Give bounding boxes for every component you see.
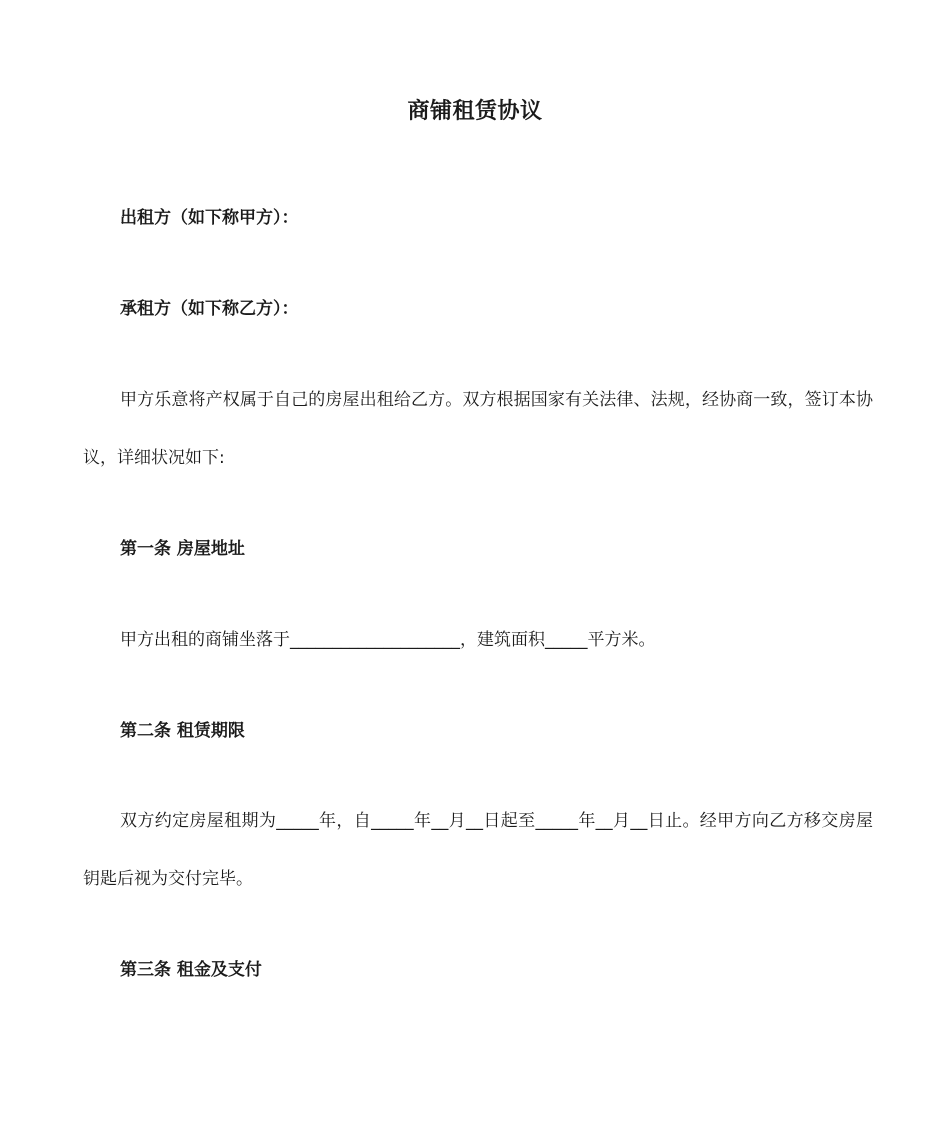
article2-body: 双方约定房屋租期为_____年，自_____年__月__日起至_____年__月__日止。经甲方向乙方移交房屋钥匙后视为交付完毕。: [83, 811, 873, 889]
article1-heading: 第一条 房屋地址: [120, 539, 245, 559]
article2-heading: 第二条 租赁期限: [120, 721, 245, 741]
article1-body: 甲方出租的商铺坐落于____________________，建筑面积_____平方米。: [120, 630, 656, 650]
lessor-label: 出租方（如下称甲方）：: [120, 208, 299, 228]
lessee-label: 承租方（如下称乙方）：: [120, 299, 299, 319]
article3-heading: 第三条 租金及支付: [120, 960, 262, 980]
intro-paragraph: 甲方乐意将产权属于自己的房屋出租给乙方。双方根据国家有关法律、法规，经协商一致，签订本协议，详细状况如下:: [83, 390, 873, 468]
document-title: 商铺租赁协议: [407, 99, 543, 124]
